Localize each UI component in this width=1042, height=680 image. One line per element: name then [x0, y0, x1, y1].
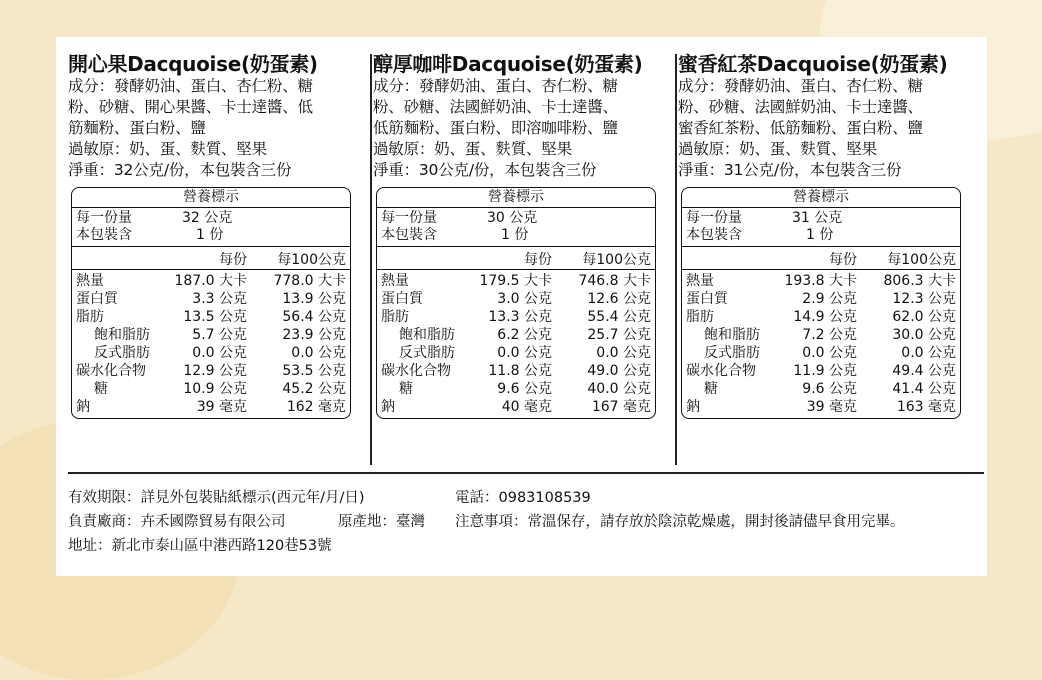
phone-info: 電話：0983108539	[455, 490, 591, 506]
per-serving-value: 9.6 公克	[497, 381, 552, 397]
per-100g-header: 每100公克	[582, 252, 651, 268]
nutrition-row	[72, 398, 350, 416]
ingredients-line: 蜜香紅茶粉、低筋麵粉、蛋白粉、鹽	[678, 119, 923, 137]
nutrition-row	[72, 380, 350, 398]
nutrition-row	[682, 344, 960, 362]
ingredients-line: 粉、砂糖、開心果醬、卡士達醬、低	[68, 98, 313, 116]
per-serving-value: 40 毫克	[501, 399, 552, 415]
nutrition-row	[377, 308, 655, 326]
nutrition-row	[377, 398, 655, 416]
per-100g-value: 12.3 公克	[892, 291, 956, 307]
serving-size-value: 30 公克	[487, 210, 538, 226]
nutrient-label: 反式脂肪	[399, 345, 455, 361]
per-100g-value: 163 毫克	[896, 399, 956, 415]
nutrition-row	[72, 344, 350, 362]
servings-per-package-label: 本包裝含	[381, 227, 437, 243]
per-serving-value: 11.8 公克	[488, 363, 552, 379]
nutrient-label: 飽和脂肪	[94, 327, 150, 343]
per-serving-value: 9.6 公克	[802, 381, 857, 397]
nutrition-row	[682, 272, 960, 290]
servings-per-package-label: 本包裝含	[686, 227, 742, 243]
servings-per-package-label: 本包裝含	[76, 227, 132, 243]
per-100g-value: 0.0 公克	[291, 345, 346, 361]
net-weight-line: 淨重：31公克/份，本包裝含三份	[678, 161, 902, 179]
per-serving-value: 13.5 公克	[183, 309, 247, 325]
per-100g-header: 每100公克	[277, 252, 346, 268]
column-divider	[370, 54, 372, 465]
per-serving-value: 193.8 大卡	[784, 273, 857, 289]
storage-notice: 注意事項：常溫保存，請存放於陰涼乾燥處，開封後請儘早食用完畢。	[455, 514, 905, 530]
nutrition-facts-box	[71, 187, 351, 419]
nutrition-row	[377, 380, 655, 398]
per-serving-value: 7.2 公克	[802, 327, 857, 343]
nutrient-label: 鈉	[76, 399, 90, 415]
footer-line	[68, 535, 984, 559]
per-serving-value: 179.5 大卡	[479, 273, 552, 289]
label-footer	[68, 487, 984, 559]
ingredients-line: 粉、砂糖、法國鮮奶油、卡士達醬、	[678, 98, 923, 116]
ingredients-line: 筋麵粉、蛋白粉、鹽	[68, 119, 206, 137]
nutrition-column-header	[72, 247, 350, 270]
nutrient-label: 糖	[704, 381, 718, 397]
product-column-coffee	[373, 52, 665, 419]
per-serving-value: 2.9 公克	[802, 291, 857, 307]
allergen-line: 過敏原：奶、蛋、麩質、堅果	[68, 140, 267, 158]
per-100g-value: 56.4 公克	[282, 309, 346, 325]
servings-per-package-value: 1 份	[806, 227, 834, 243]
per-100g-value: 25.7 公克	[587, 327, 651, 343]
nutrition-facts-box	[681, 187, 961, 419]
nutrition-row	[72, 326, 350, 344]
per-100g-value: 167 毫克	[591, 399, 651, 415]
serving-info	[682, 208, 960, 247]
per-serving-value: 11.9 公克	[793, 363, 857, 379]
nutrition-row	[72, 362, 350, 380]
product-title: 蜜香紅茶Dacquoise(奶蛋素)	[678, 52, 948, 76]
nutrient-label: 反式脂肪	[704, 345, 760, 361]
nutrient-label: 反式脂肪	[94, 345, 150, 361]
nutrient-label: 碳水化合物	[381, 363, 451, 379]
nutrient-label: 碳水化合物	[76, 363, 146, 379]
nutrient-label: 脂肪	[76, 309, 104, 325]
per-100g-value: 62.0 公克	[892, 309, 956, 325]
nutrition-title: 營養標示	[72, 188, 350, 208]
product-column-honey-black-tea	[678, 52, 970, 419]
product-column-pistachio	[68, 52, 360, 419]
nutrient-label: 蛋白質	[76, 291, 118, 307]
nutrition-row	[682, 326, 960, 344]
nutrient-label: 蛋白質	[381, 291, 423, 307]
allergen-line: 過敏原：奶、蛋、麩質、堅果	[678, 140, 877, 158]
servings-per-package-value: 1 份	[501, 227, 529, 243]
per-100g-value: 162 毫克	[286, 399, 346, 415]
nutrition-rows	[72, 270, 350, 418]
footer-line	[68, 487, 984, 511]
per-100g-value: 778.0 大卡	[273, 273, 346, 289]
nutrient-label: 鈉	[381, 399, 395, 415]
servings-per-package-value: 1 份	[196, 227, 224, 243]
nutrient-label: 脂肪	[381, 309, 409, 325]
product-title: 開心果Dacquoise(奶蛋素)	[68, 52, 318, 76]
nutrition-row	[377, 326, 655, 344]
ingredients-line: 成分：發酵奶油、蛋白、杏仁粉、糖	[373, 77, 618, 95]
nutrition-row	[682, 290, 960, 308]
serving-info	[377, 208, 655, 247]
per-100g-value: 40.0 公克	[587, 381, 651, 397]
nutrition-title: 營養標示	[682, 188, 960, 208]
nutrient-label: 糖	[94, 381, 108, 397]
footer-line	[68, 511, 984, 535]
per-100g-value: 13.9 公克	[282, 291, 346, 307]
nutrient-label: 熱量	[381, 273, 409, 289]
nutrition-row	[377, 272, 655, 290]
per-100g-header: 每100公克	[887, 252, 956, 268]
per-100g-value: 45.2 公克	[282, 381, 346, 397]
per-serving-value: 0.0 公克	[802, 345, 857, 361]
nutrition-row	[377, 362, 655, 380]
nutrient-label: 飽和脂肪	[704, 327, 760, 343]
per-100g-value: 746.8 大卡	[578, 273, 651, 289]
serving-size-label: 每一份量	[381, 210, 437, 226]
net-weight-line: 淨重：32公克/份，本包裝含三份	[68, 161, 292, 179]
product-title: 醇厚咖啡Dacquoise(奶蛋素)	[373, 52, 643, 76]
ingredients-line: 成分：發酵奶油、蛋白、杏仁粉、糖	[678, 77, 923, 95]
address-info: 地址：新北市泰山區中港西路120巷53號	[68, 538, 332, 554]
per-100g-value: 0.0 公克	[901, 345, 956, 361]
expiry-info: 有效期限：詳見外包裝貼紙標示(西元年/月/日)	[68, 490, 365, 506]
per-serving-header: 每份	[524, 252, 552, 268]
footer-divider	[68, 472, 984, 474]
nutrient-label: 熱量	[76, 273, 104, 289]
per-100g-value: 53.5 公克	[282, 363, 346, 379]
nutrition-row	[682, 398, 960, 416]
per-serving-header: 每份	[219, 252, 247, 268]
column-divider	[675, 54, 677, 465]
per-serving-value: 39 毫克	[196, 399, 247, 415]
product-label-sheet	[56, 37, 987, 576]
nutrition-row	[72, 290, 350, 308]
nutrition-rows	[682, 270, 960, 418]
per-100g-value: 55.4 公克	[587, 309, 651, 325]
nutrition-row	[72, 308, 350, 326]
allergen-line: 過敏原：奶、蛋、麩質、堅果	[373, 140, 572, 158]
per-100g-value: 12.6 公克	[587, 291, 651, 307]
per-serving-value: 0.0 公克	[192, 345, 247, 361]
ingredients-line: 粉、砂糖、法國鮮奶油、卡士達醬、	[373, 98, 618, 116]
nutrition-facts-box	[376, 187, 656, 419]
serving-size-label: 每一份量	[686, 210, 742, 226]
per-serving-value: 10.9 公克	[183, 381, 247, 397]
per-serving-value: 5.7 公克	[192, 327, 247, 343]
per-serving-value: 3.0 公克	[497, 291, 552, 307]
nutrient-label: 熱量	[686, 273, 714, 289]
nutrient-label: 碳水化合物	[686, 363, 756, 379]
per-100g-value: 41.4 公克	[892, 381, 956, 397]
ingredients-line: 成分：發酵奶油、蛋白、杏仁粉、糖	[68, 77, 313, 95]
per-serving-value: 187.0 大卡	[174, 273, 247, 289]
serving-info	[72, 208, 350, 247]
manufacturer-info: 負責廠商：卉禾國際貿易有限公司	[68, 514, 286, 530]
per-serving-value: 14.9 公克	[793, 309, 857, 325]
per-serving-value: 3.3 公克	[192, 291, 247, 307]
nutrient-label: 飽和脂肪	[399, 327, 455, 343]
serving-size-label: 每一份量	[76, 210, 132, 226]
nutrition-column-header	[377, 247, 655, 270]
nutrient-label: 鈉	[686, 399, 700, 415]
per-serving-value: 12.9 公克	[183, 363, 247, 379]
net-weight-line: 淨重：30公克/份，本包裝含三份	[373, 161, 597, 179]
nutrition-row	[377, 290, 655, 308]
origin-info: 原產地：臺灣	[338, 514, 425, 530]
ingredients-line: 低筋麵粉、蛋白粉、即溶咖啡粉、鹽	[373, 119, 618, 137]
per-serving-value: 0.0 公克	[497, 345, 552, 361]
per-serving-value: 6.2 公克	[497, 327, 552, 343]
per-serving-value: 13.3 公克	[488, 309, 552, 325]
nutrient-label: 糖	[399, 381, 413, 397]
per-100g-value: 30.0 公克	[892, 327, 956, 343]
nutrition-rows	[377, 270, 655, 418]
nutrient-label: 蛋白質	[686, 291, 728, 307]
nutrient-label: 脂肪	[686, 309, 714, 325]
nutrition-row	[377, 344, 655, 362]
serving-size-value: 32 公克	[182, 210, 233, 226]
nutrition-row	[72, 272, 350, 290]
nutrition-row	[682, 362, 960, 380]
per-100g-value: 806.3 大卡	[883, 273, 956, 289]
nutrition-column-header	[682, 247, 960, 270]
nutrition-title: 營養標示	[377, 188, 655, 208]
per-serving-header: 每份	[829, 252, 857, 268]
per-100g-value: 0.0 公克	[596, 345, 651, 361]
serving-size-value: 31 公克	[792, 210, 843, 226]
per-100g-value: 23.9 公克	[282, 327, 346, 343]
nutrition-row	[682, 380, 960, 398]
per-serving-value: 39 毫克	[806, 399, 857, 415]
per-100g-value: 49.4 公克	[892, 363, 956, 379]
nutrition-row	[682, 308, 960, 326]
per-100g-value: 49.0 公克	[587, 363, 651, 379]
